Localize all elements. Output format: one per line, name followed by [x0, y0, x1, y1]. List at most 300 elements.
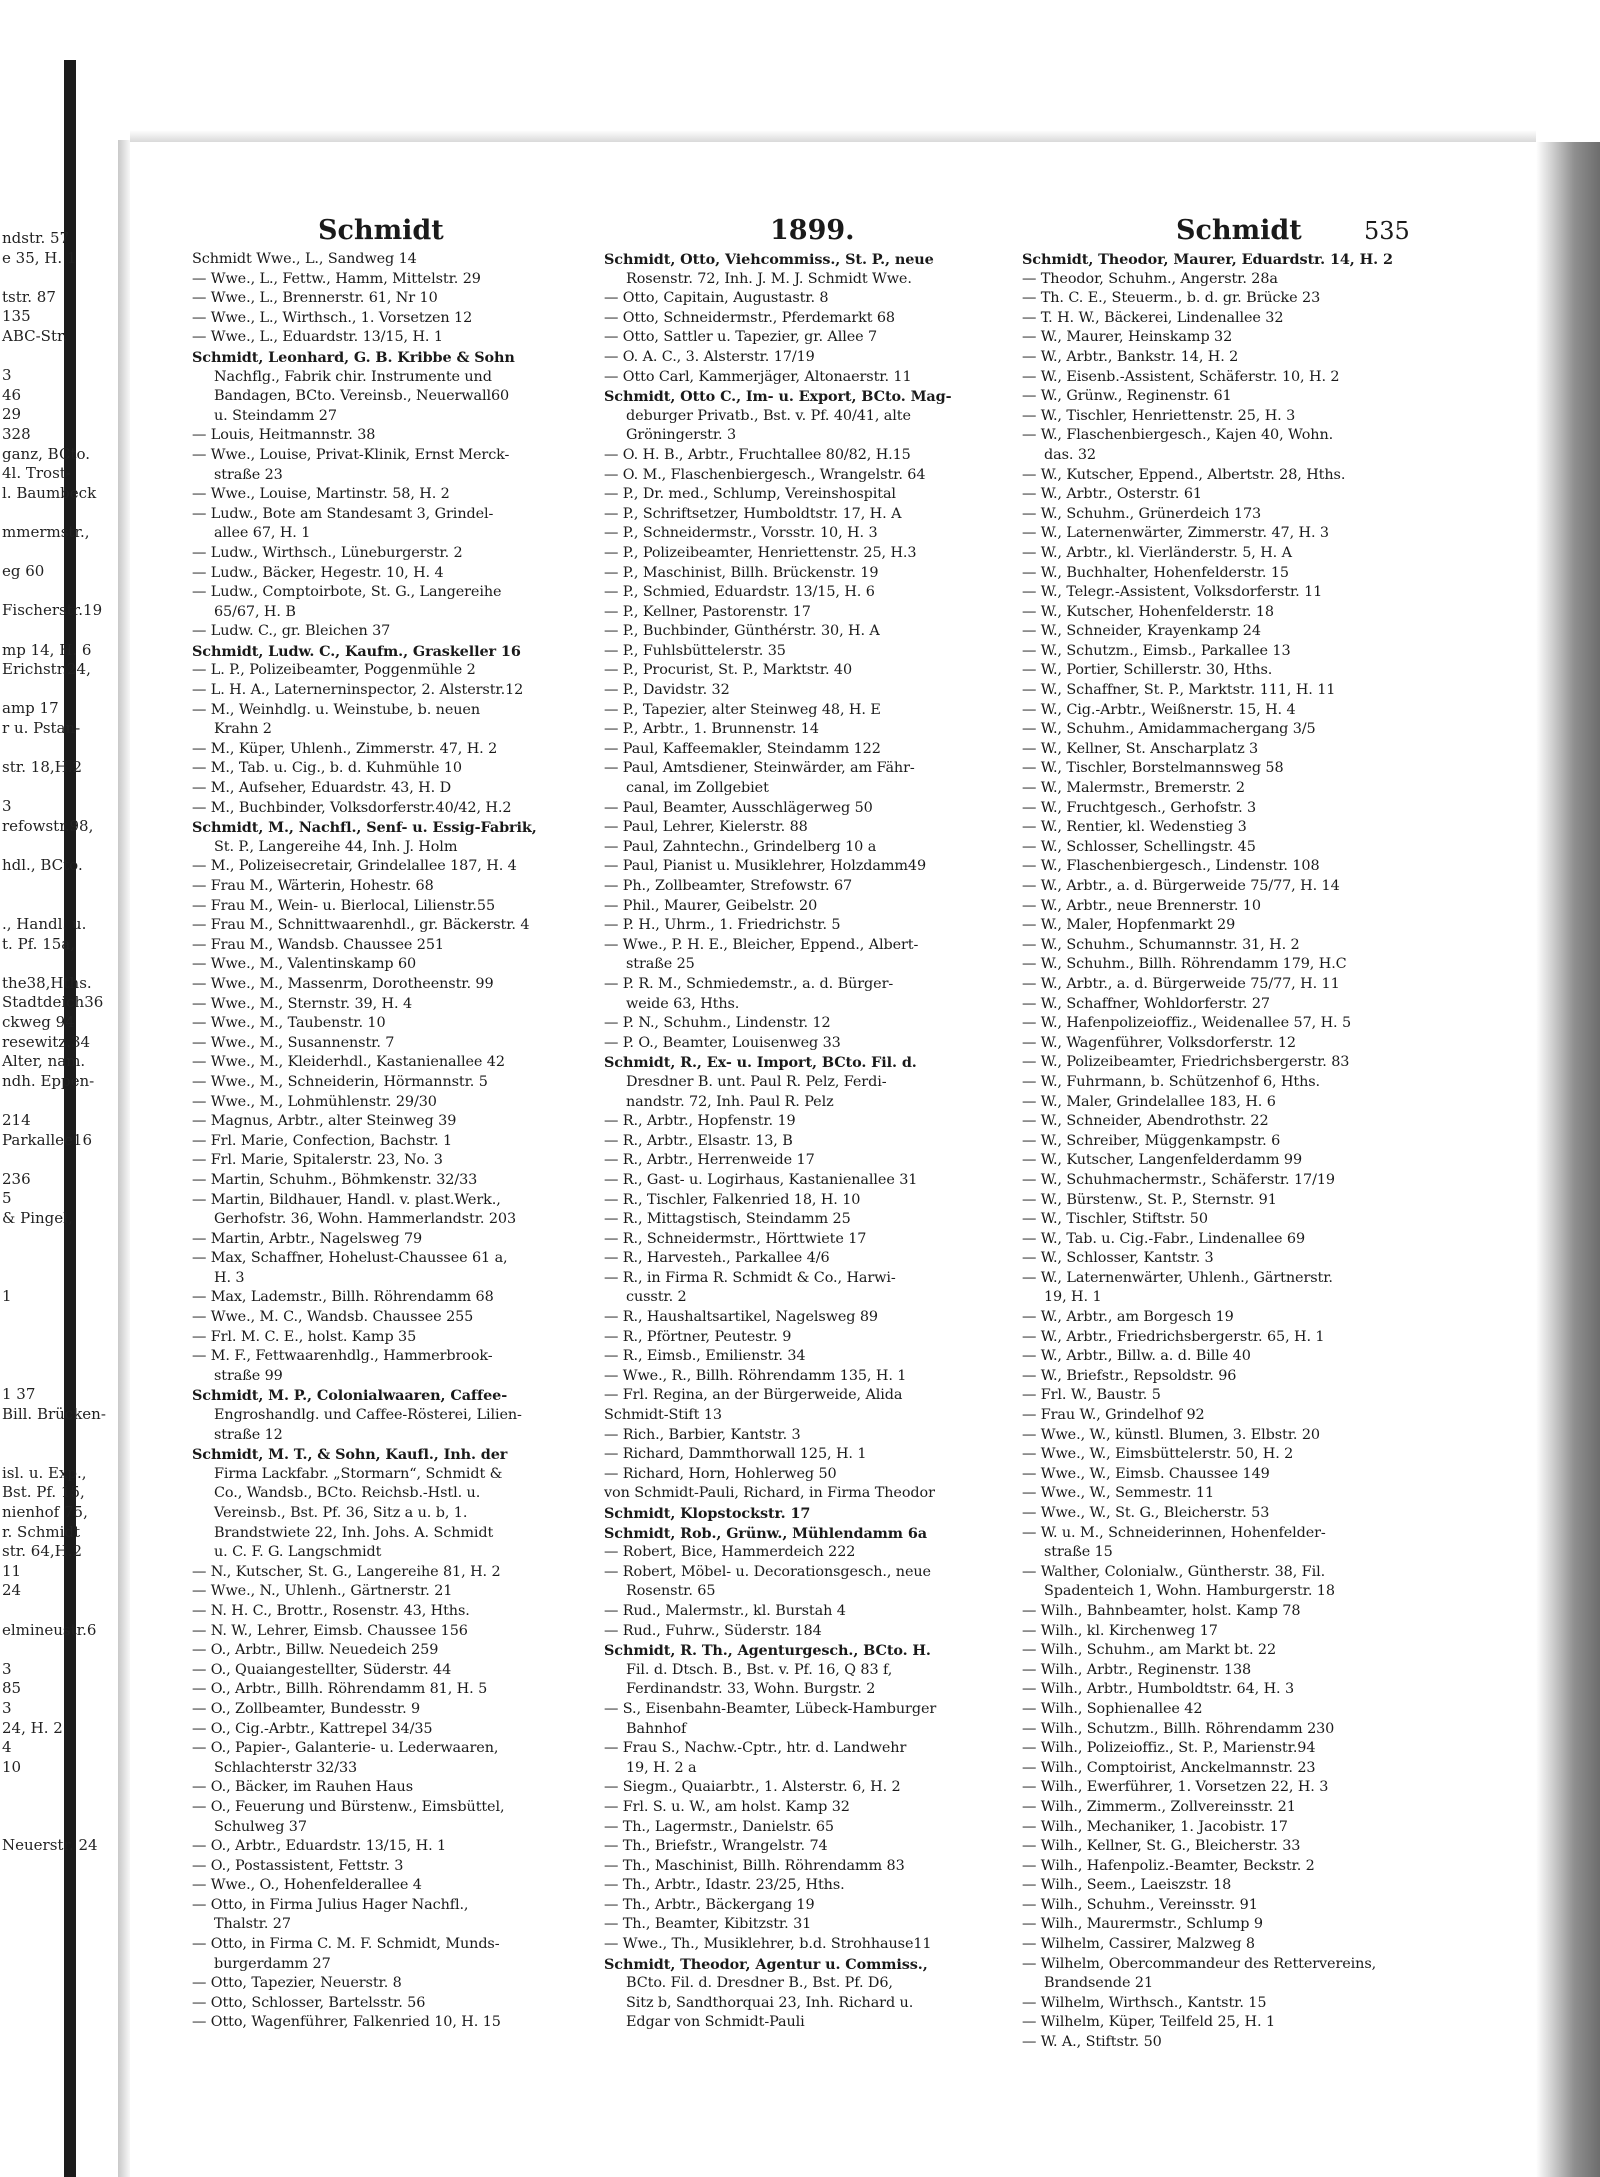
left-page-fragment	[0, 229, 106, 2020]
directory-entry-line: — Frl. S. u. W., am holst. Kamp 32	[604, 1798, 850, 1815]
directory-entry-line: — M., Weinhdlg. u. Weinstube, b. neuen	[192, 701, 481, 718]
directory-entry-line: — Wwe., L., Eduardstr. 13/15, H. 1	[192, 329, 443, 346]
directory-entry-line: — R., Mittagstisch, Steindamm 25	[604, 1211, 851, 1228]
left-page-text-fragment: ndstr. 57	[2, 229, 70, 247]
directory-entry-line: — Wwe., Louise, Privat-Klinik, Ernst Merck-	[192, 446, 510, 463]
directory-entry-line: — O. M., Flaschenbiergesch., Wrangelstr. 64	[604, 466, 926, 483]
directory-entry-line: — W., Fruchtgesch., Gerhofstr. 3	[1022, 799, 1257, 816]
directory-entry-line: — R., Arbtr., Herrenweide 17	[604, 1152, 815, 1169]
page-edge-shadow	[1536, 142, 1600, 2177]
directory-entry-line: — Otto, Wagenführer, Falkenried 10, H. 15	[192, 2014, 501, 2031]
directory-entry-line: — Wwe., L., Fettw., Hamm, Mittelstr. 29	[192, 270, 481, 287]
directory-entry-line: Schmidt, R. Th., Agenturgesch., BCto. H.	[604, 1642, 931, 1660]
directory-entry-line: — R., Arbtr., Hopfenstr. 19	[604, 1113, 796, 1130]
directory-entry-line: Bandagen, BCto. Vereinsb., Neuerwall60	[214, 388, 510, 405]
left-page-text-fragment: 24	[2, 1581, 22, 1600]
directory-entry-line: — W., Fuhrmann, b. Schützenhof 6, Hths.	[1022, 1073, 1321, 1090]
directory-entry-line: — Rich., Barbier, Kantstr. 3	[604, 1426, 801, 1443]
page-number: 535	[1364, 217, 1410, 245]
directory-entry-line: Schmidt Wwe., L., Sandweg 14	[192, 251, 417, 267]
directory-entry-line: — W., Kutscher, Hohenfelderstr. 18	[1022, 603, 1274, 620]
directory-entry-line: weide 63, Hths.	[626, 995, 740, 1012]
directory-entry-line: Schlachterstr 32/33	[214, 1759, 358, 1776]
left-page-text-fragment: Parkallee16	[2, 1130, 92, 1149]
directory-entry-line: — W., Arbtr., Billw. a. d. Bille 40	[1022, 1348, 1251, 1365]
directory-entry-line: Schmidt, Rob., Grünw., Mühlendamm 6a	[604, 1524, 927, 1542]
directory-entry-line: — W., Bürstenw., St. P., Sternstr. 91	[1022, 1191, 1277, 1208]
left-page-text-fragment: l. Baumbeck	[2, 483, 97, 502]
left-page-text-fragment: 24, H. 2	[2, 1718, 63, 1737]
directory-entry-line: — W., Schuhm., Billh. Röhrendamm 179, H.C	[1022, 956, 1347, 973]
directory-entry-line: — Frau M., Schnittwaarenhdl., gr. Bäckerstr. 4	[192, 917, 530, 934]
directory-entry-line: — W., Tischler, Borstelmannsweg 58	[1022, 760, 1284, 777]
directory-entry-line: Schulweg 37	[214, 1818, 307, 1835]
directory-entry-line: Krahn 2	[214, 721, 272, 738]
directory-entry-line: — Siegm., Quaiarbtr., 1. Alsterstr. 6, H. 2	[604, 1779, 901, 1796]
directory-entry-line: — W., Polizeibeamter, Friedrichsbergerstr. 83	[1022, 1054, 1350, 1071]
directory-entry-line: Nachflg., Fabrik chir. Instrumente und	[214, 368, 492, 385]
directory-entry-line: — Wwe., W., künstl. Blumen, 3. Elbstr. 20	[1022, 1426, 1320, 1443]
left-page-text-fragment: Bst. Pf. 15,	[2, 1483, 85, 1502]
directory-entry-line: — P., Dr. med., Schlump, Vereinshospital	[604, 486, 896, 503]
left-page-text-fragment: resewitz.34	[2, 1032, 91, 1051]
directory-entry-line: — Wilh., kl. Kirchenweg 17	[1022, 1622, 1218, 1639]
directory-entry-line: — Wwe., M., Valentinskamp 60	[192, 956, 417, 973]
left-page-text-fragment: Fischerstr.19	[2, 601, 103, 620]
column-2	[604, 250, 1012, 2033]
directory-entry-line: — L. H. A., Laternerninspector, 2. Alsterstr.12	[192, 682, 524, 699]
directory-entry-line: 65/67, H. B	[214, 603, 296, 620]
directory-entry-line: — W., Eisenb.-Assistent, Schäferstr. 10, H. 2	[1022, 368, 1340, 385]
directory-entry-line: — Richard, Dammthorwall 125, H. 1	[604, 1446, 867, 1463]
directory-entry-line: — Wwe., M., Taubenstr. 10	[192, 1015, 386, 1032]
directory-entry-line: — Wwe., W., Eimsbüttelerstr. 50, H. 2	[1022, 1446, 1294, 1463]
directory-entry-line: St. P., Langereihe 44, Inh. J. Holm	[214, 838, 458, 855]
directory-entry-line: — P., Schmied, Eduardstr. 13/15, H. 6	[604, 584, 875, 601]
directory-entry-line: von Schmidt-Pauli, Richard, in Firma Theodor	[604, 1485, 935, 1502]
directory-entry-line: — W., Arbtr., Friedrichsbergerstr. 65, H. 1	[1022, 1328, 1325, 1345]
directory-entry-line: Schmidt, M., Nachfl., Senf- u. Essig-Fabrik,	[192, 819, 537, 837]
header-left-title: Schmidt	[318, 215, 444, 246]
left-page-text-fragment: 85	[2, 1679, 22, 1698]
directory-entry-line: — W., Schuhm., Grünerdeich 173	[1022, 505, 1262, 522]
left-page-text-fragment: 135	[2, 307, 31, 326]
directory-entry-line: Schmidt, Ludw. C., Kaufm., Graskeller 16	[192, 642, 521, 660]
directory-entry-line: — W., Arbtr., a. d. Bürgerweide 75/77, H. 11	[1022, 975, 1340, 992]
directory-entry-line: — Martin, Schuhm., Böhmkenstr. 32/33	[192, 1171, 478, 1188]
directory-entry-line: — Th., Maschinist, Billh. Röhrendamm 83	[604, 1857, 905, 1874]
directory-entry-line: — R., Gast- u. Logirhaus, Kastanienallee 31	[604, 1171, 918, 1188]
left-page-text-fragment: mp 14, H. 6	[2, 640, 92, 659]
directory-entry-line: — Wilh., Sophienallee 42	[1022, 1700, 1203, 1717]
left-page-text-fragment: Stadtdeich36	[2, 993, 104, 1012]
directory-entry-line: — Wilh., Schuhm., Vereinsstr. 91	[1022, 1896, 1258, 1913]
directory-entry-line: — W., Maler, Grindelallee 183, H. 6	[1022, 1093, 1276, 1110]
directory-entry-line: — P., Tapezier, alter Steinweg 48, H. E	[604, 701, 881, 718]
directory-entry-line: Gröningerstr. 3	[626, 427, 737, 444]
directory-entry-line: — Th., Briefstr., Wrangelstr. 74	[604, 1838, 828, 1855]
directory-entry-line: — Rud., Malermstr., kl. Burstah 4	[604, 1602, 846, 1619]
directory-entry-line: Engroshandlg. und Caffee-Rösterei, Lilien-	[214, 1407, 522, 1424]
directory-entry-line: — Wilh., Maurermstr., Schlump 9	[1022, 1916, 1263, 1933]
directory-entry-line: Firma Lackfabr. „Stormarn“, Schmidt &	[214, 1465, 503, 1482]
directory-entry-line: — Magnus, Arbtr., alter Steinweg 39	[192, 1113, 457, 1130]
directory-entry-line: — W., Grünw., Reginenstr. 61	[1022, 388, 1232, 405]
directory-entry-line: straße 23	[214, 466, 283, 483]
directory-entry-line: — P., Schriftsetzer, Humboldtstr. 17, H. A	[604, 505, 902, 522]
directory-entry-line: — Frl. W., Baustr. 5	[1022, 1387, 1161, 1404]
directory-entry-line: 19, H. 1	[1044, 1289, 1102, 1306]
left-page-text-fragment: ganz, BCto.	[2, 444, 90, 463]
directory-entry-line: — Phil., Maurer, Geibelstr. 20	[604, 897, 818, 914]
directory-entry-line: — Wilh., Comptoirist, Anckelmannstr. 23	[1022, 1759, 1316, 1776]
directory-entry-line: — Robert, Bice, Hammerdeich 222	[604, 1544, 856, 1561]
left-page-text-fragment: 3	[2, 1699, 12, 1717]
directory-entry-line: — R., Haushaltsartikel, Nagelsweg 89	[604, 1309, 878, 1326]
directory-entry-line: — R., Schneidermstr., Hörttwiete 17	[604, 1230, 867, 1247]
directory-entry-line: — W., Telegr.-Assistent, Volksdorferstr. 11	[1022, 584, 1323, 601]
directory-entry-line: — Paul, Kaffeemakler, Steindamm 122	[604, 740, 881, 757]
page-top-shade	[130, 130, 1536, 142]
left-page-text-fragment: ckweg 94	[2, 1013, 75, 1031]
directory-entry-line: — Paul, Pianist u. Musiklehrer, Holzdamm49	[604, 858, 927, 875]
directory-entry-line: Rosenstr. 72, Inh. J. M. J. Schmidt Wwe.	[626, 270, 912, 287]
directory-entry-line: — R., in Firma R. Schmidt & Co., Harwi-	[604, 1269, 896, 1286]
directory-entry-line: — W., Laternenwärter, Zimmerstr. 47, H. 3	[1022, 525, 1329, 542]
directory-entry-line: Schmidt, M. T., & Sohn, Kaufl., Inh. der	[192, 1446, 508, 1464]
directory-entry-line: — W., Wagenführer, Volksdorferstr. 12	[1022, 1034, 1296, 1051]
left-page-text-fragment: tstr. 87	[2, 287, 56, 306]
directory-entry-line: — Wwe., O., Hohenfelderallee 4	[192, 1877, 422, 1894]
directory-entry-line: — W. u. M., Schneiderinnen, Hohenfelder-	[1022, 1524, 1326, 1541]
directory-entry-line: — R., Tischler, Falkenried 18, H. 10	[604, 1191, 861, 1208]
directory-entry-line: — P., Buchbinder, Günthérstr. 30, H. A	[604, 623, 880, 640]
left-page-text-fragment: r. Schmidt	[2, 1522, 81, 1541]
directory-entry-line: — W., Malermstr., Bremerstr. 2	[1022, 780, 1245, 797]
directory-entry-line: — M., Buchbinder, Volksdorferstr.40/42, H.2	[192, 799, 512, 816]
directory-entry-line: burgerdamm 27	[214, 1955, 331, 1972]
directory-entry-line: Brandsende 21	[1044, 1975, 1153, 1992]
directory-entry-line: — Wilh., Arbtr., Humboldtstr. 64, H. 3	[1022, 1681, 1295, 1698]
directory-entry-line: u. Steindamm 27	[214, 407, 337, 424]
directory-entry-line: Schmidt, Otto C., Im- u. Export, BCto. Mag-	[604, 388, 952, 406]
directory-entry-line: Brandstwiete 22, Inh. Johs. A. Schmidt	[214, 1524, 494, 1541]
left-page-text-fragment: eg 60	[2, 562, 45, 581]
directory-entry-line: straße 25	[626, 956, 695, 973]
directory-entry-line: — S., Eisenbahn-Beamter, Lübeck-Hamburger	[604, 1700, 937, 1717]
directory-entry-line: — W., Schneider, Abendrothstr. 22	[1022, 1113, 1269, 1130]
directory-entry-line: — Th. C. E., Steuerm., b. d. gr. Brücke 23	[1022, 290, 1321, 307]
directory-entry-line: — Wilh., Hafenpoliz.-Beamter, Beckstr. 2	[1022, 1857, 1315, 1874]
directory-entry-line: Schmidt-Stift 13	[604, 1407, 722, 1424]
directory-entry-line: — W., Flaschenbiergesch., Kajen 40, Wohn.	[1022, 427, 1334, 444]
directory-entry-line: cusstr. 2	[626, 1289, 687, 1306]
directory-entry-line: — W., Kellner, St. Anscharplatz 3	[1022, 740, 1259, 757]
directory-entry-line: deburger Privatb., Bst. v. Pf. 40/41, alte	[626, 407, 911, 424]
directory-entry-line: — Wwe., Th., Musiklehrer, b.d. Strohhause11	[604, 1936, 932, 1953]
directory-entry-line: Sitz b, Sandthorquai 23, Inh. Richard u.	[626, 1994, 914, 2011]
directory-entry-line: — P. N., Schuhm., Lindenstr. 12	[604, 1015, 831, 1032]
directory-entry-line: — O., Quaiangestellter, Süderstr. 44	[192, 1661, 452, 1678]
directory-entry-line: — Th., Arbtr., Idastr. 23/25, Hths.	[604, 1877, 845, 1894]
left-page-text-fragment: the38,Hths.	[2, 973, 92, 992]
directory-entry-line: — W., Schaffner, Wohldorferstr. 27	[1022, 995, 1270, 1012]
directory-entry-line: — W., Maurer, Heinskamp 32	[1022, 329, 1233, 346]
directory-entry-line: — Otto, Capitain, Augustastr. 8	[604, 290, 829, 307]
directory-entry-line: — P., Arbtr., 1. Brunnenstr. 14	[604, 721, 819, 738]
directory-entry-line: — Robert, Möbel- u. Decorationsgesch., neue	[604, 1563, 931, 1580]
directory-entry-line: — Wwe., W., Semmestr. 11	[1022, 1485, 1215, 1502]
directory-entry-line: Bahnhof	[626, 1720, 687, 1737]
directory-entry-line: — W., Flaschenbiergesch., Lindenstr. 108	[1022, 858, 1320, 875]
directory-entry-line: Spadenteich 1, Wohn. Hamburgerstr. 18	[1044, 1583, 1335, 1600]
directory-entry-line: — Wilh., Polizeioffiz., St. P., Marienstr.94	[1022, 1740, 1316, 1757]
directory-entry-line: — W., Arbtr., am Borgesch 19	[1022, 1309, 1234, 1326]
directory-entry-line: — O. H. B., Arbtr., Fruchtallee 80/82, H.15	[604, 446, 911, 463]
directory-entry-line: — Paul, Zahntechn., Grindelberg 10 a	[604, 838, 877, 855]
directory-entry-line: das. 32	[1044, 446, 1096, 463]
directory-entry-line: — W., Arbtr., kl. Vierländerstr. 5, H. A	[1022, 544, 1292, 561]
left-page-text-fragment: & Pingel,	[2, 1209, 73, 1227]
directory-entry-line: — W., Schneider, Krayenkamp 24	[1022, 623, 1261, 640]
directory-entry-line: — W., Arbtr., Bankstr. 14, H. 2	[1022, 348, 1239, 365]
directory-entry-line: — Wilh., Kellner, St. G., Bleicherstr. 33	[1022, 1838, 1301, 1855]
directory-entry-line: — Wwe., M., Lohmühlenstr. 29/30	[192, 1093, 437, 1110]
directory-entry-line: — Ludw., Bäcker, Hegestr. 10, H. 4	[192, 564, 444, 581]
directory-entry-line: Schmidt, Klopstockstr. 17	[604, 1505, 811, 1522]
left-page-text-fragment: elmineustr.6	[2, 1620, 97, 1639]
directory-entry-line: — O., Bäcker, im Rauhen Haus	[192, 1779, 413, 1796]
directory-entry-line: — Otto, Schneidermstr., Pferdemarkt 68	[604, 309, 895, 326]
directory-entry-line: — P., Procurist, St. P., Marktstr. 40	[604, 662, 853, 679]
left-page-text-fragment: 1 37	[2, 1385, 36, 1404]
left-page-text-fragment: 4l. Trost-	[2, 464, 71, 483]
directory-entry-line: — P., Davidstr. 32	[604, 682, 730, 699]
directory-entry-line: — Th., Beamter, Kibitzstr. 31	[604, 1916, 812, 1933]
left-page-text-fragment: 3	[2, 366, 12, 385]
directory-entry-line: — W., Tischler, Henriettenstr. 25, H. 3	[1022, 407, 1296, 424]
left-page-text-fragment: mmermstr.,	[2, 523, 90, 541]
directory-entry-line: — Ludw., Comptoirbote, St. G., Langereihe	[192, 584, 502, 601]
left-page-text-fragment: 214	[2, 1111, 31, 1129]
directory-entry-line: — Wwe., L., Brennerstr. 61, Nr 10	[192, 290, 438, 307]
directory-entry-line: — P., Polizeibeamter, Henriettenstr. 25, H.3	[604, 544, 917, 561]
directory-entry-line: — O., Papier-, Galanterie- u. Lederwaaren,	[192, 1740, 499, 1757]
directory-entry-line: — P., Kellner, Pastorenstr. 17	[604, 603, 811, 620]
directory-entry-line: — W., Schuhm., Schumannstr. 31, H. 2	[1022, 936, 1300, 953]
directory-entry-line: — Wilh., Mechaniker, 1. Jacobistr. 17	[1022, 1818, 1288, 1835]
directory-entry-line: — W., Schlosser, Schellingstr. 45	[1022, 838, 1256, 855]
left-page-text-fragment: str. 18,H.2	[2, 758, 83, 777]
directory-entry-line: — Wwe., L., Wirthsch., 1. Vorsetzen 12	[192, 309, 473, 326]
directory-entry-line: — W., Tab. u. Cig.-Fabr., Lindenallee 69	[1022, 1230, 1306, 1247]
left-page-text-fragment: 11	[2, 1561, 22, 1580]
directory-entry-line: — W., Rentier, kl. Wedenstieg 3	[1022, 819, 1247, 836]
directory-entry-line: — Max, Schaffner, Hohelust-Chaussee 61 a,	[192, 1250, 508, 1267]
directory-entry-line: — W., Arbtr., a. d. Bürgerweide 75/77, H. 14	[1022, 878, 1340, 894]
directory-entry-line: — Otto, Sattler u. Tapezier, gr. Allee 7	[604, 329, 878, 346]
directory-entry-line: — Wilh., Seem., Laeiszstr. 18	[1022, 1877, 1232, 1894]
directory-entry-line: — W., Schuhm., Amidammachergang 3/5	[1022, 721, 1316, 738]
directory-entry-line: — W., Cig.-Arbtr., Weißnerstr. 15, H. 4	[1022, 701, 1296, 718]
directory-entry-line: — Otto, Tapezier, Neuerstr. 8	[192, 1975, 402, 1992]
left-page-text-fragment: 29	[2, 405, 22, 424]
left-page-text-fragment: 3	[2, 1659, 12, 1678]
directory-entry-line: — Th., Lagermstr., Danielstr. 65	[604, 1818, 834, 1835]
directory-entry-line: — W., Schaffner, St. P., Marktstr. 111, H. 11	[1022, 682, 1336, 699]
directory-entry-line: — Paul, Amtsdiener, Steinwärder, am Fähr-	[604, 760, 915, 777]
directory-entry-line: — Frau M., Wein- u. Bierlocal, Lilienstr.55	[192, 897, 495, 914]
directory-entry-line: Thalstr. 27	[214, 1916, 291, 1933]
directory-entry-line: — Wwe., Louise, Martinstr. 58, H. 2	[192, 486, 450, 503]
left-page-text-fragment: ndh. Eppen-	[2, 1071, 95, 1090]
directory-entry-line: — Wilh., Schutzm., Billh. Röhrendamm 230	[1022, 1720, 1335, 1737]
directory-entry-line: — Wwe., M. C., Wandsb. Chaussee 255	[192, 1309, 474, 1326]
left-page-text-fragment: Bill. Brücken-	[2, 1405, 106, 1423]
left-page-text-fragment: 4	[2, 1738, 12, 1757]
left-page-text-fragment: Erichstr.24,	[2, 660, 91, 679]
left-page-text-fragment: 328	[2, 425, 31, 443]
directory-entry-line: — Otto, in Firma C. M. F. Schmidt, Munds-	[192, 1936, 500, 1953]
directory-entry-line: — W., Tischler, Stiftstr. 50	[1022, 1211, 1208, 1228]
directory-entry-line: — W., Briefstr., Repsoldstr. 96	[1022, 1367, 1237, 1384]
directory-entry-line: — Wwe., W., St. G., Bleicherstr. 53	[1022, 1505, 1270, 1521]
directory-entry-line: — N. W., Lehrer, Eimsb. Chaussee 156	[192, 1622, 468, 1639]
header-year: 1899.	[770, 215, 855, 246]
directory-entry-line: — P., Schneidermstr., Vorsstr. 10, H. 3	[604, 525, 878, 542]
directory-entry-line: — Otto, Schlosser, Bartelsstr. 56	[192, 1994, 426, 2011]
directory-entry-line: — W., Arbtr., Osterstr. 61	[1022, 486, 1202, 503]
directory-entry-line: Rosenstr. 65	[626, 1583, 716, 1600]
left-page-text-fragment: 236	[2, 1169, 31, 1188]
left-page-text-fragment: 10	[2, 1757, 22, 1776]
directory-entry-line: — L. P., Polizeibeamter, Poggenmühle 2	[192, 662, 476, 679]
left-page-text-fragment: isl. u. Exp.,	[2, 1463, 87, 1482]
left-page-text-fragment: hdl., BCto.	[2, 856, 83, 875]
directory-entry-line: — P. O., Beamter, Louisenweg 33	[604, 1034, 841, 1051]
directory-entry-line: — Wwe., M., Susannenstr. 7	[192, 1034, 395, 1051]
directory-entry-line: u. C. F. G. Langschmidt	[214, 1544, 382, 1561]
directory-entry-line: — O., Cig.-Arbtr., Kattrepel 34/35	[192, 1720, 433, 1737]
directory-entry-line: Gerhofstr. 36, Wohn. Hammerlandstr. 203	[214, 1211, 517, 1228]
directory-entry-line: — R., Pförtner, Peutestr. 9	[604, 1328, 792, 1345]
directory-entry-line: — Richard, Horn, Hohlerweg 50	[604, 1465, 837, 1482]
directory-entry-line: — Th., Arbtr., Bäckergang 19	[604, 1896, 815, 1913]
directory-entry-line: canal, im Zollgebiet	[626, 780, 769, 797]
directory-entry-line: — Wwe., N., Uhlenh., Gärtnerstr. 21	[192, 1583, 453, 1600]
directory-entry-line: — Frau S., Nachw.-Cptr., htr. d. Landwehr	[604, 1740, 907, 1757]
directory-entry-line: — O., Feuerung und Bürstenw., Eimsbüttel,	[192, 1798, 505, 1815]
column-1	[192, 250, 600, 2033]
directory-entry-line: — Wilh., Schuhm., am Markt bt. 22	[1022, 1642, 1277, 1659]
directory-entry-line: — Wilh., Bahnbeamter, holst. Kamp 78	[1022, 1602, 1301, 1619]
directory-entry-line: — Martin, Bildhauer, Handl. v. plast.Werk.,	[192, 1191, 501, 1208]
header-right-title: Schmidt	[1176, 215, 1302, 246]
directory-entry-line: — Wilh., Zimmerm., Zollvereinsstr. 21	[1022, 1798, 1296, 1815]
left-page-text-fragment: refowstr.98,	[2, 817, 94, 835]
left-page-text-fragment: t. Pf. 15a,	[2, 934, 76, 953]
left-page-text-fragment: ABC-Str.	[2, 327, 68, 345]
directory-entry-line: — Wwe., M., Kleiderhdl., Kastanienallee 42	[192, 1054, 505, 1071]
directory-entry-line: Schmidt, Theodor, Maurer, Eduardstr. 14, H. 2	[1022, 251, 1393, 268]
directory-entry-line: — Theodor, Schuhm., Angerstr. 28a	[1022, 270, 1278, 287]
directory-entry-line: straße 99	[214, 1367, 283, 1384]
directory-entry-line: — M., Aufseher, Eduardstr. 43, H. D	[192, 780, 452, 797]
directory-entry-line: — O., Zollbeamter, Bundesstr. 9	[192, 1700, 421, 1717]
directory-entry-line: Schmidt, R., Ex- u. Import, BCto. Fil. d.	[604, 1054, 917, 1072]
directory-entry-line: — Frau M., Wärterin, Hohestr. 68	[192, 878, 434, 894]
left-page-text-fragment: 3	[2, 797, 12, 816]
directory-entry-line: — Frl. Regina, an der Bürgerweide, Alida	[604, 1387, 903, 1404]
directory-entry-line: — W., Schlosser, Kantstr. 3	[1022, 1250, 1214, 1267]
directory-entry-line: — O., Arbtr., Billh. Röhrendamm 81, H. 5	[192, 1681, 488, 1698]
directory-entry-line: — Wilh., Ewerführer, 1. Vorsetzen 22, H. 3	[1022, 1779, 1329, 1796]
directory-entry-line: — Wilhelm, Wirthsch., Kantstr. 15	[1022, 1994, 1267, 2011]
directory-entry-line: Vereinsb., Bst. Pf. 36, Sitz a u. b, 1.	[214, 1505, 468, 1521]
left-page-text-fragment: amp 17	[2, 699, 59, 718]
directory-entry-line: — Frl. M. C. E., holst. Kamp 35	[192, 1328, 417, 1345]
directory-entry-line: — P. R. M., Schmiedemstr., a. d. Bürger-	[604, 975, 894, 992]
directory-entry-line: straße 15	[1044, 1544, 1113, 1561]
directory-entry-line: — Frau M., Wandsb. Chaussee 251	[192, 936, 444, 953]
directory-entry-line: — Walther, Colonialw., Güntherstr. 38, Fil.	[1022, 1563, 1326, 1580]
directory-entry-line: — Otto, in Firma Julius Hager Nachfl.,	[192, 1896, 469, 1913]
left-page-text-fragment: 5	[2, 1189, 12, 1208]
directory-entry-line: — P., Maschinist, Billh. Brückenstr. 19	[604, 564, 879, 581]
directory-entry-line: allee 67, H. 1	[214, 525, 311, 542]
directory-entry-line: Edgar von Schmidt-Pauli	[626, 2014, 805, 2031]
directory-entry-line: — N., Kutscher, St. G., Langereihe 81, H. 2	[192, 1563, 501, 1580]
left-page-text-fragment: e 35, H. 1	[2, 248, 77, 267]
directory-entry-line: — W., Arbtr., neue Brennerstr. 10	[1022, 897, 1261, 914]
directory-entry-line: — R., Harvesteh., Parkallee 4/6	[604, 1250, 830, 1267]
left-page-text-fragment: ., Handl. u.	[2, 915, 87, 933]
directory-entry-line: 19, H. 2 a	[626, 1759, 697, 1776]
directory-entry-line: Dresdner B. unt. Paul R. Pelz, Ferdi-	[626, 1073, 887, 1090]
left-page-text-fragment: Neuerstr. 24	[2, 1836, 98, 1855]
directory-entry-line: nandstr. 72, Inh. Paul R. Pelz	[626, 1093, 834, 1110]
directory-entry-line: — W., Laternenwärter, Uhlenh., Gärtnerstr.	[1022, 1269, 1333, 1286]
directory-entry-line: — M., Küper, Uhlenh., Zimmerstr. 47, H. 2	[192, 740, 498, 757]
directory-entry-line: — W., Maler, Hopfenmarkt 29	[1022, 917, 1236, 934]
directory-entry-line: — Wwe., M., Massenrm, Dorotheenstr. 99	[192, 975, 494, 992]
directory-entry-line: — W., Schutzm., Eimsb., Parkallee 13	[1022, 642, 1291, 659]
directory-entry-line: — W., Portier, Schillerstr. 30, Hths.	[1022, 662, 1273, 679]
left-page-text-fragment: nienhof 75,	[2, 1503, 88, 1521]
directory-entry-line: — Frl. Marie, Confection, Bachstr. 1	[192, 1132, 453, 1149]
directory-entry-line: — O., Arbtr., Billw. Neuedeich 259	[192, 1642, 439, 1659]
directory-entry-line: Ferdinandstr. 33, Wohn. Burgstr. 2	[626, 1681, 876, 1698]
directory-entry-line: — T. H. W., Bäckerei, Lindenallee 32	[1022, 309, 1284, 326]
directory-entry-line: straße 12	[214, 1426, 283, 1443]
directory-entry-line: — Ludw., Wirthsch., Lüneburgerstr. 2	[192, 544, 463, 561]
directory-entry-line: — Wwe., W., Eimsb. Chaussee 149	[1022, 1465, 1270, 1482]
directory-entry-line: — Wilhelm, Cassirer, Malzweg 8	[1022, 1936, 1255, 1953]
directory-entry-line: Fil. d. Dtsch. B., Bst. v. Pf. 16, Q 83 f,	[626, 1661, 893, 1678]
left-page-text-fragment: 46	[2, 385, 22, 404]
directory-entry-line: — Otto Carl, Kammerjäger, Altonaerstr. 11	[604, 368, 912, 385]
directory-entry-line: — M., Polizeisecretair, Grindelallee 187, H. 4	[192, 858, 517, 875]
directory-entry-line: — W., Buchhalter, Hohenfelderstr. 15	[1022, 564, 1289, 581]
left-page-text-fragment: str. 64,H.2	[2, 1542, 83, 1561]
directory-entry-line: — W., Hafenpolizeioffiz., Weidenallee 57, H. 5	[1022, 1015, 1352, 1032]
directory-entry-line: — P., Fuhlsbüttelerstr. 35	[604, 642, 786, 659]
directory-entry-line: — Paul, Lehrer, Kielerstr. 88	[604, 819, 808, 836]
directory-entry-line: — Rud., Fuhrw., Süderstr. 184	[604, 1622, 822, 1639]
left-page-text-fragment: 1	[2, 1287, 12, 1306]
directory-entry-line: — Wilh., Arbtr., Reginenstr. 138	[1022, 1661, 1252, 1678]
directory-entry-line: H. 3	[214, 1269, 245, 1286]
